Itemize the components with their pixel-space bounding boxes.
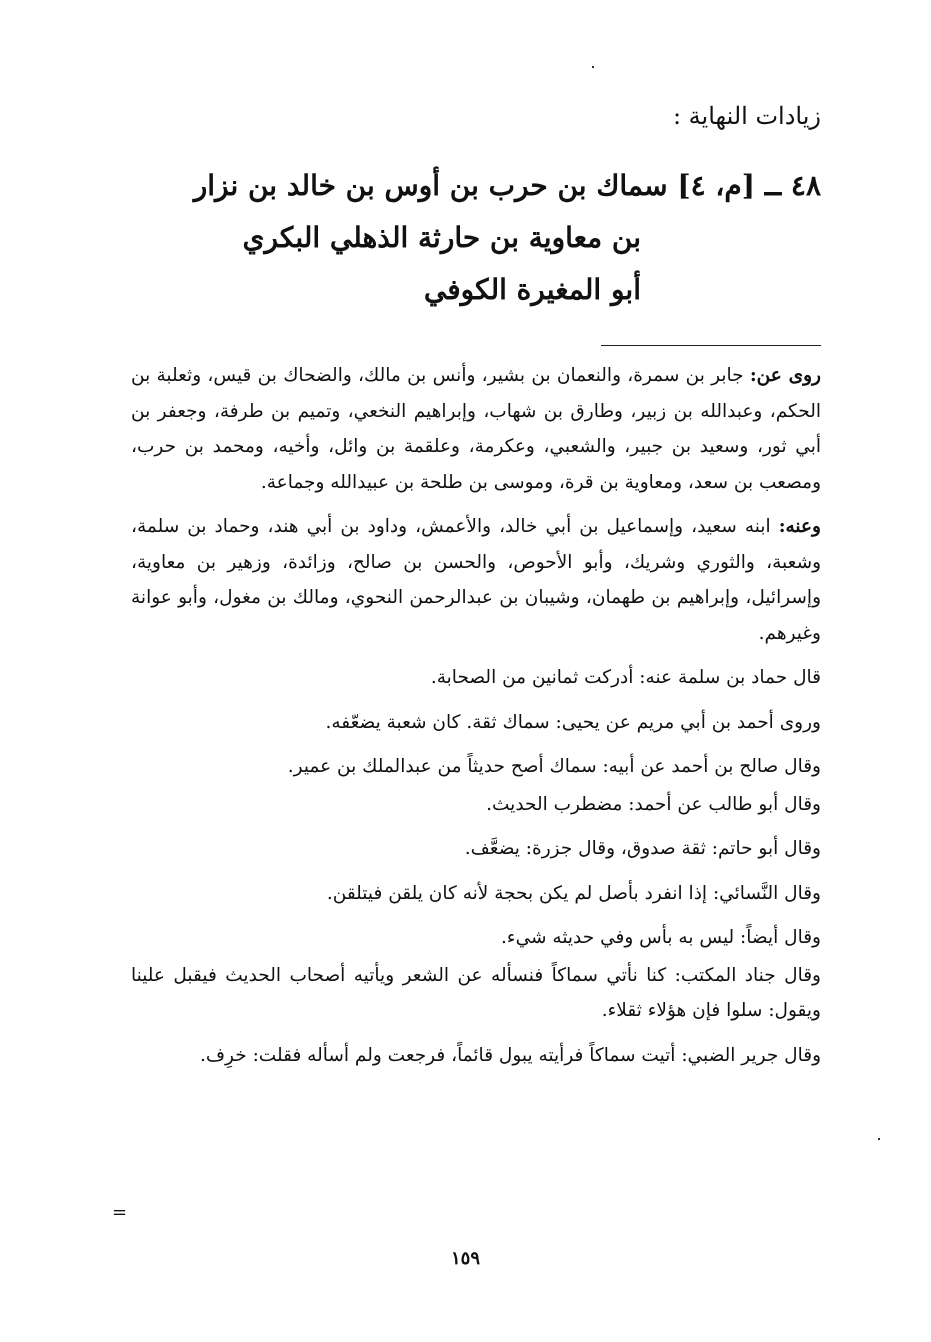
paragraph-narrators bbox=[131, 509, 821, 651]
entry-title-line-2: بن معاوية بن حارثة الذهلي البكري bbox=[242, 221, 641, 254]
paragraph-text: جابر بن سمرة، والنعمان بن بشير، وأنس بن مالك، والضحاك بن قيس، وثعلبة بن الحكم، وعبدالله بن زبير، وطارق بن شهاب، وإبراهيم النخعي، وتميم بن طرفة، وجعفر بن أبي ثور، وسعيد بن جبير، والشعبي، وعكرمة، وعلقمة بن وائل، وأخيه، ومحمد بن حرب، ومصعب بن سعد، ومعاوية بن قرة، وموسى بن طلحة بن عبيدالله وجماعة. bbox=[131, 365, 821, 493]
paragraph-quote: وقال أبو حاتم: ثقة صدوق، وقال جزرة: يضعَّف. bbox=[464, 838, 821, 859]
paragraph-quote: وقال صالح بن أحمد عن أبيه: سماك أصح حديثاً من عبدالملك بن عمير. bbox=[287, 756, 821, 777]
section-heading: زيادات النهاية : bbox=[672, 102, 821, 130]
paragraph-narrated-from bbox=[131, 358, 821, 500]
entry-symbols: [م، ٤] bbox=[677, 169, 756, 202]
paragraph-quote: وروى أحمد بن أبي مريم عن يحيى: سماك ثقة. كان شعبة يضعّفه. bbox=[325, 711, 821, 733]
paragraph-lead: روى عن: bbox=[749, 365, 821, 386]
entry-title bbox=[131, 160, 821, 316]
entry-title-line-3: أبو المغيرة الكوفي bbox=[423, 273, 641, 306]
body-text bbox=[131, 358, 821, 1082]
paragraph-quote: وقال أيضاً: ليس به بأس وفي حديثه شيء. bbox=[501, 927, 821, 948]
paragraph-lead: وعنه: bbox=[778, 516, 821, 537]
separator-rule bbox=[601, 345, 821, 346]
paragraph-quote: قال حماد بن سلمة عنه: أدركت ثمانين من الصحابة. bbox=[430, 667, 821, 688]
page-number: ١٥٩ bbox=[450, 1248, 480, 1269]
paragraph-quote: وقال النَّسائي: إذا انفرد بأصل لم يكن بحجة لأنه كان يلقن فيتلقن. bbox=[326, 882, 821, 904]
paragraph-text: ابنه سعيد، وإسماعيل بن أبي خالد، والأعمش، وداود بن أبي هند، وحماد بن سلمة، وشعبة، والثوري وشريك، وأبو الأحوص، والحسن بن صالح، وزائدة، وزهير بن معاوية، وإسرائيل، وإبراهيم بن طهمان، وشيبان بن عبدالرحمن النحوي، ومالك بن مغول، وأبو عوانة وغيرهم. bbox=[131, 516, 821, 644]
paragraph-quote: وقال أبو طالب عن أحمد: مضطرب الحديث. bbox=[486, 793, 821, 815]
margin-mark: = bbox=[112, 1202, 128, 1223]
entry-number: ٤٨ ــ bbox=[764, 169, 821, 202]
paragraph-quote: وقال جرير الضبي: أتيت سماكاً فرأيته يبول قائماً، فرجعت ولم أسأله فقلت: خرِف. bbox=[199, 1044, 821, 1066]
scan-speck bbox=[592, 66, 594, 68]
entry-name: سماك بن حرب بن أوس بن خالد بن نزار bbox=[193, 169, 668, 202]
scan-speck bbox=[878, 1138, 880, 1140]
paragraph-quote: وقال جناد المكتب: كنا نأتي سماكاً فنسأله عن الشعر ويأتيه أصحاب الحديث فيقبل علينا ويقول: سلوا فإن هؤلاء ثقلاء. bbox=[131, 964, 821, 1021]
entry-title-line-1 bbox=[131, 160, 821, 212]
